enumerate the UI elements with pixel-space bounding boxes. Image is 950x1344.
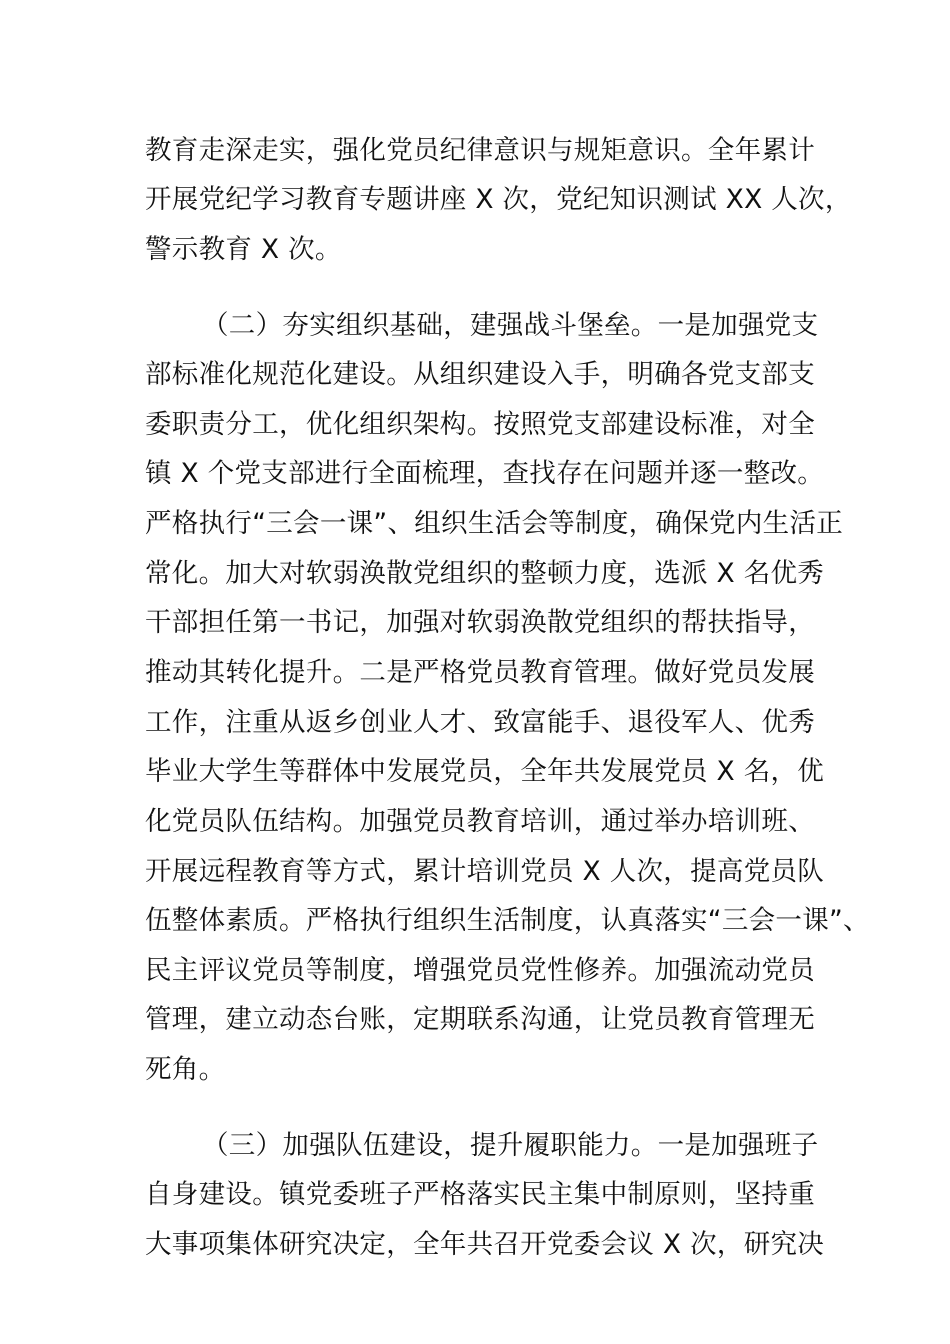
text-line: 推动其转化提升。二是严格党员教育管理。做好党员发展 <box>145 657 815 688</box>
text-line: 死角。 <box>145 1054 226 1085</box>
text-line: 委职责分工，优化组织架构。按照党支部建设标准，对全 <box>145 409 815 440</box>
text-line: 开展党纪学习教育专题讲座 X 次，党纪知识测试 XX 人次， <box>145 184 852 215</box>
text-line: 严格执行“三会一课”、组织生活会等制度，确保党内生活正 <box>145 508 844 539</box>
text-line: 伍整体素质。严格执行组织生活制度，认真落实“三会一课”、 <box>145 905 870 936</box>
text-line: 部标准化规范化建设。从组织建设入手，明确各党支部支 <box>145 359 815 390</box>
text-line: 化党员队伍结构。加强党员教育培训，通过举办培训班、 <box>145 806 815 837</box>
section-heading-line: （三）加强队伍建设，提升履职能力。一是加强班子 <box>202 1130 819 1161</box>
text-line: 开展远程教育等方式，累计培训党员 X 人次，提高党员队 <box>145 856 825 887</box>
text-line: 警示教育 X 次。 <box>145 234 342 265</box>
text-line: 干部担任第一书记，加强对软弱涣散党组织的帮扶指导， <box>145 607 815 638</box>
text-line: 民主评议党员等制度，增强党员党性修养。加强流动党员 <box>145 955 815 986</box>
text-line: 教育走深走实，强化党员纪律意识与规矩意识。全年累计 <box>145 135 815 166</box>
section-heading-line: （二）夯实组织基础，建强战斗堡垒。一是加强党支 <box>202 310 819 341</box>
text-line: 工作，注重从返乡创业人才、致富能手、退役军人、优秀 <box>145 707 815 738</box>
text-line: 自身建设。镇党委班子严格落实民主集中制原则，坚持重 <box>145 1179 815 1210</box>
text-line: 常化。加大对软弱涣散党组织的整顿力度，选派 X 名优秀 <box>145 558 825 589</box>
text-line: 毕业大学生等群体中发展党员，全年共发展党员 X 名，优 <box>145 756 825 787</box>
text-line: 大事项集体研究决定，全年共召开党委会议 X 次，研究决 <box>145 1229 825 1260</box>
text-line: 管理，建立动态台账，定期联系沟通，让党员教育管理无 <box>145 1004 815 1035</box>
text-line: 镇 X 个党支部进行全面梳理，查找存在问题并逐一整改。 <box>145 458 825 489</box>
